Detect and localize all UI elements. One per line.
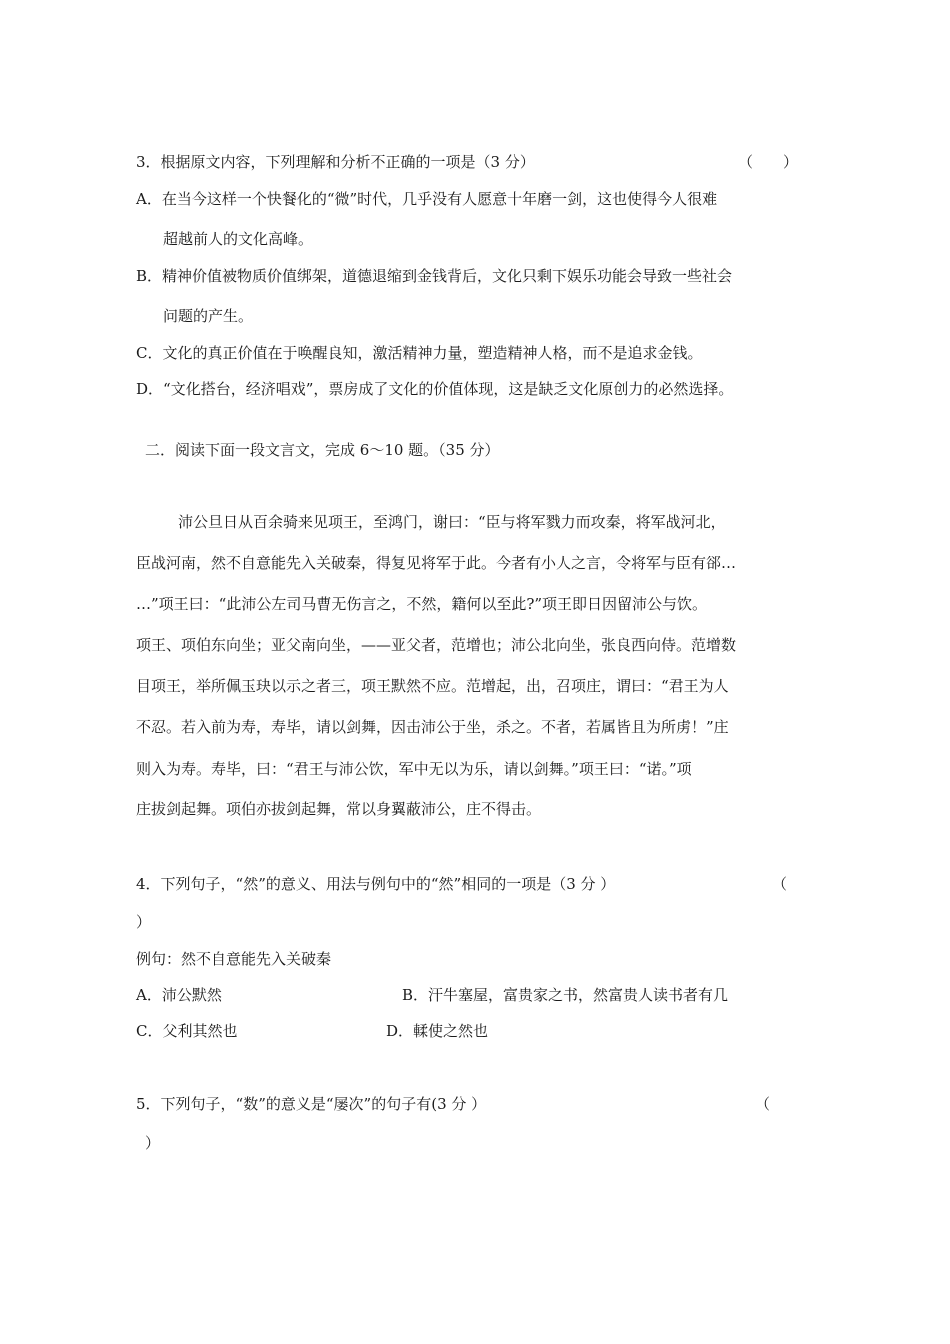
q3-option-c: C．文化的真正价值在于唤醒良知，激活精神力量，塑造精神人格，而不是追求金钱。 [136,344,703,362]
q3-option-a-line1: A．在当今这样一个快餐化的“微”时代，几乎没有人愿意十年磨一剑，这也使得今人很难 [136,190,718,208]
q3-option-b-line2: 问题的产生。 [163,307,254,325]
q3-option-b-line1: B．精神价值被物质价值绑架，道德退缩到金钱背后，文化只剩下娱乐功能会导致一些社会 [136,267,733,285]
q4-option-d: D．輮使之然也 [386,1022,489,1040]
q4-option-c: C．父利其然也 [136,1022,238,1040]
passage-line-3: …”项王曰：“此沛公左司马曹无伤言之，不然，籍何以至此?”项王即日因留沛公与饮。 [136,595,708,613]
passage-line-7: 则入为寿。寿毕，曰：“君王与沛公饮，军中无以为乐，请以剑舞。”项王曰：“诺。”项 [136,760,692,778]
passage-line-4: 项王、项伯东向坐；亚父南向坐，——亚父者，范增也；沛公北向坐，张良西向侍。范增数 [136,636,737,654]
q4-option-b: B．汗牛塞屋，富贵家之书，然富贵人读书者有几 [402,986,729,1004]
passage-line-6: 不忍。若入前为寿，寿毕，请以剑舞，因击沛公于坐，杀之。不者，若属皆且为所虏！”庄 [136,718,729,736]
q4-stem: 4．下列句子，“然”的意义、用法与例句中的“然”相同的一项是（3 分 ） [136,875,616,893]
passage-line-8: 庄拔剑起舞。项伯亦拔剑起舞，常以身翼蔽沛公，庄不得击。 [136,800,542,818]
q4-option-a: A．沛公默然 [136,986,222,1004]
q5-stem: 5．下列句子，“数”的意义是“屡次”的句子有(3 分 ） [136,1095,487,1113]
passage-line-2: 臣战河南，然不自意能先入关破秦，得复见将军于此。今者有小人之言，令将军与臣有郤… [136,554,737,572]
q3-option-a-line2: 超越前人的文化高峰。 [163,230,314,248]
q5-paren-close: ） [145,1134,161,1152]
q4-paren-close: ） [136,913,152,931]
q4-example: 例句：然不自意能先入关破秦 [136,950,332,968]
q3-option-d: D．“文化搭台，经济唱戏”，票房成了文化的价值体现，这是缺乏文化原创力的必然选择。 [136,380,734,398]
q5-paren-open: （ [755,1095,771,1113]
passage-line-5: 目项王，举所佩玉玦以示之者三，项王默然不应。范增起，出，召项庄，谓曰：“君王为人 [136,677,729,695]
passage-line-1: 沛公旦日从百余骑来见项王，至鸿门，谢曰：“臣与将军戮力而攻秦，将军战河北， [178,513,726,531]
q3-stem: 3．根据原文内容，下列理解和分析不正确的一项是（3 分） [136,153,535,171]
section2-heading: 二．阅读下面一段文言文，完成 6～10 题。（35 分） [145,441,500,459]
q3-answer-paren: （ ） [738,153,799,171]
q4-paren-open: （ [772,875,788,893]
